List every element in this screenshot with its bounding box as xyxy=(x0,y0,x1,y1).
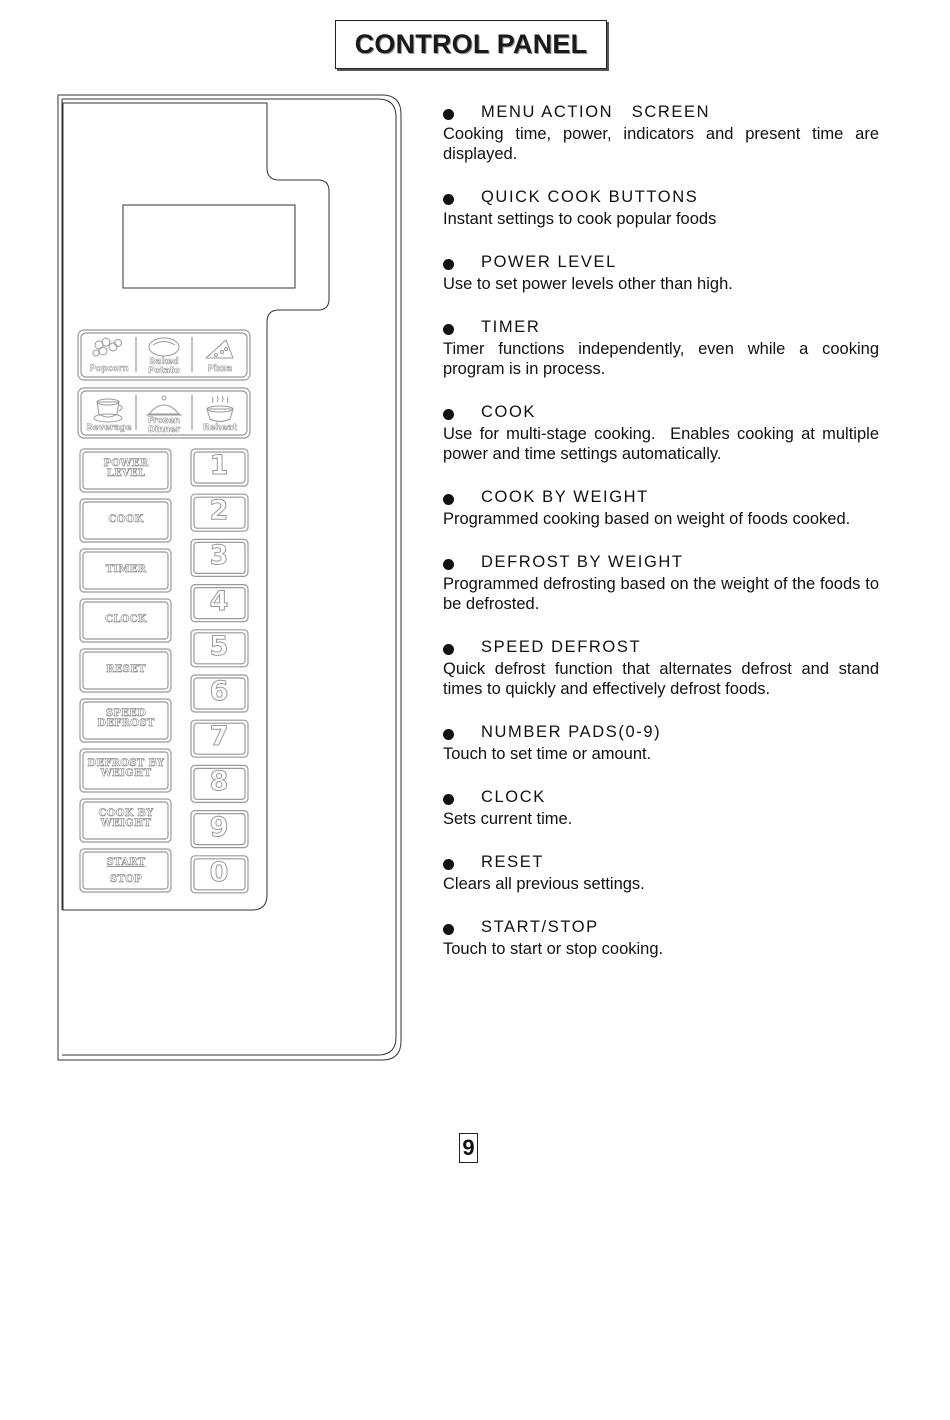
function-button-label[interactable]: COOK xyxy=(108,514,144,525)
function-button-label[interactable]: CLOCK xyxy=(105,614,147,625)
list-item xyxy=(443,250,879,294)
item-heading: RESET xyxy=(481,853,545,871)
number-pad-label[interactable]: 5 xyxy=(209,630,229,662)
function-button-label[interactable]: TIMER xyxy=(105,564,147,575)
bullet-icon xyxy=(443,324,454,335)
number-pad-label[interactable]: 9 xyxy=(209,811,229,843)
list-item xyxy=(443,850,879,894)
number-pad-label[interactable]: 3 xyxy=(209,540,229,572)
quick-label-reheat: Reheat xyxy=(203,423,237,433)
list-item xyxy=(443,485,879,529)
beverage-icon xyxy=(94,399,122,422)
number-pad-label[interactable]: 7 xyxy=(209,721,229,753)
bullet-icon xyxy=(443,729,454,740)
item-heading: TIMER xyxy=(481,318,541,336)
bullet-icon xyxy=(443,794,454,805)
item-description: Touch to start or stop cooking. xyxy=(443,940,664,958)
number-pad-label[interactable]: 2 xyxy=(209,495,229,527)
item-description: Use to set power levels other than high. xyxy=(443,275,733,293)
bullet-icon xyxy=(443,109,454,120)
item-heading: DEFROST BY WEIGHT xyxy=(481,553,684,571)
bullet-icon xyxy=(443,859,454,870)
stop-label: STOP xyxy=(109,874,143,885)
function-button-label[interactable]: COOK BY WEIGHT xyxy=(98,808,154,829)
bullet-icon xyxy=(443,494,454,505)
bullet-icon xyxy=(443,559,454,570)
control-panel-illustration xyxy=(0,0,420,1080)
item-heading: START/STOP xyxy=(481,918,599,936)
feature-list xyxy=(443,100,884,959)
bullet-icon xyxy=(443,194,454,205)
item-description: Programmed defrosting based on the weight of the foods to be defrosted. xyxy=(443,575,879,613)
function-button-label[interactable]: SPEED DEFROST xyxy=(97,708,155,729)
list-item xyxy=(443,100,879,164)
item-description: Quick defrost function that alternates defrost and stand times to quickly and effectively defrost foods. xyxy=(443,660,879,698)
number-pad-label[interactable]: 1 xyxy=(209,450,229,481)
baked-potato-icon xyxy=(149,338,179,356)
item-heading: NUMBER PADS(0-9) xyxy=(481,723,662,741)
function-button-frame[interactable] xyxy=(80,849,171,892)
item-heading: COOK xyxy=(481,403,536,421)
frozen-dinner-icon xyxy=(146,396,182,415)
list-item xyxy=(443,915,879,959)
number-pad-label[interactable]: 8 xyxy=(209,766,229,798)
number-pad-label[interactable]: 4 xyxy=(209,585,229,617)
quick-label-frozen-dinner: Frozen Dinner xyxy=(147,416,181,435)
list-item xyxy=(443,400,884,464)
bullet-icon xyxy=(443,644,454,655)
popcorn-icon xyxy=(93,338,122,356)
number-pad-label[interactable]: 0 xyxy=(209,856,229,888)
list-item xyxy=(443,720,879,764)
page-number: 9 xyxy=(459,1133,478,1163)
list-item xyxy=(443,785,879,829)
start-label: START xyxy=(106,857,146,868)
bullet-icon xyxy=(443,409,454,420)
item-heading: CLOCK xyxy=(481,788,546,806)
number-pad-label[interactable]: 6 xyxy=(209,676,229,707)
bullet-icon xyxy=(443,259,454,270)
reheat-icon xyxy=(207,396,233,422)
pizza-icon xyxy=(206,340,233,358)
list-item xyxy=(443,185,879,229)
list-item xyxy=(443,315,879,379)
item-description: Cooking time, power, indicators and present time are displayed. xyxy=(443,125,879,163)
bullet-icon xyxy=(443,924,454,935)
page-title: CONTROL PANEL xyxy=(354,29,588,59)
item-heading: POWER LEVEL xyxy=(481,253,617,271)
item-description: Sets current time. xyxy=(443,810,573,828)
quick-label-beverage: Beverage xyxy=(86,423,132,433)
quick-label-baked-potato: Baked Potato xyxy=(148,357,180,376)
quick-label-popcorn: Popcorn xyxy=(89,364,129,374)
item-description: Instant settings to cook popular foods xyxy=(443,210,717,228)
item-description: Touch to set time or amount. xyxy=(443,745,652,763)
list-item xyxy=(443,635,879,699)
function-button-label[interactable]: DEFROST BY WEIGHT xyxy=(87,758,165,779)
item-description: Clears all previous settings. xyxy=(443,875,645,893)
item-description: Timer functions independently, even while a cooking program is in process. xyxy=(443,340,879,378)
item-heading: SPEED DEFROST xyxy=(481,638,642,656)
function-button-label[interactable]: POWER LEVEL xyxy=(103,458,149,479)
quick-label-pizza: Pizza xyxy=(207,364,233,374)
item-heading: QUICK COOK BUTTONS xyxy=(481,188,699,206)
list-item xyxy=(443,550,879,614)
function-button-label[interactable]: RESET xyxy=(106,664,146,675)
item-description: Programmed cooking based on weight of foods cooked. xyxy=(443,510,851,528)
item-heading: MENU ACTION SCREEN xyxy=(481,103,711,121)
item-heading: COOK BY WEIGHT xyxy=(481,488,649,506)
item-description: Use for multi-stage cooking. Enables cooking at multiple power and time settings automatically. xyxy=(443,425,884,463)
